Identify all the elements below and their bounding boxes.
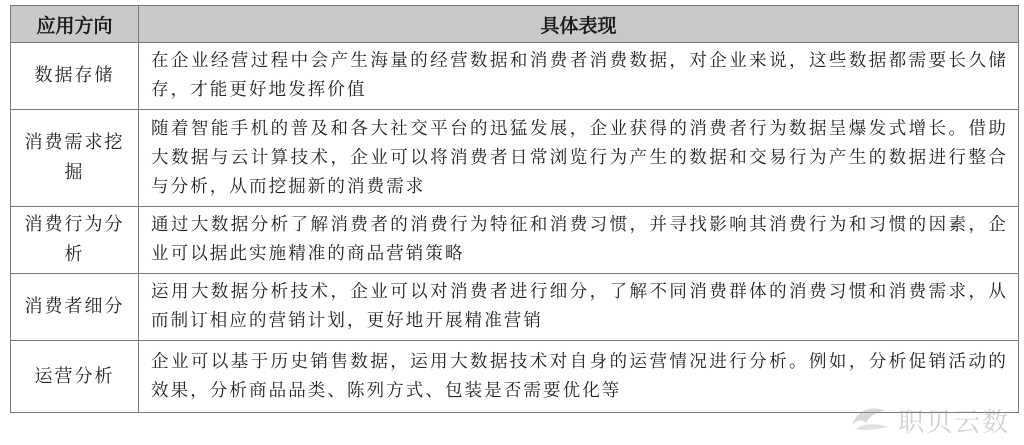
row-description: 运用大数据分析技术，企业可以对消费者进行细分，了解不同消费群体的消费习惯和消费需求，从而制订相应的营销计划，更好地开展精准营销 xyxy=(139,274,1019,341)
row-direction: 运营分析 xyxy=(11,341,139,413)
row-direction: 数据存储 xyxy=(11,43,139,110)
row-direction: 消费行为分析 xyxy=(11,207,139,274)
table-row xyxy=(11,207,1019,274)
table-row xyxy=(11,43,1019,110)
table-row xyxy=(11,274,1019,341)
row-direction: 消费者细分 xyxy=(11,274,139,341)
header-direction: 应用方向 xyxy=(11,6,139,43)
row-description: 企业可以基于历史销售数据，运用大数据技术对自身的运营情况进行分析。例如，分析促销活动的效果，分析商品品类、陈列方式、包装是否需要优化等 xyxy=(139,341,1019,413)
application-table xyxy=(10,5,1019,413)
row-description: 在企业经营过程中会产生海量的经营数据和消费者消费数据，对企业来说，这些数据都需要长久储存，才能更好地发挥价值 xyxy=(139,43,1019,110)
watermark-logo-icon xyxy=(848,401,892,439)
row-description: 通过大数据分析了解消费者的消费行为特征和消费习惯，并寻找影响其消费行为和习惯的因素，企业可以据此实施精准的商品营销策略 xyxy=(139,207,1019,274)
row-description: 随着智能手机的普及和各大社交平台的迅猛发展，企业获得的消费者行为数据呈爆发式增长。借助大数据与云计算技术，企业可以将消费者日常浏览行为产生的数据和交易行为产生的数据进行整合与分析，从而挖掘新的消费需求 xyxy=(139,110,1019,207)
header-description: 具体表现 xyxy=(139,6,1019,43)
row-direction: 消费需求挖掘 xyxy=(11,110,139,207)
table-header-row xyxy=(11,6,1019,43)
watermark-text: 职贝云数 xyxy=(897,407,1010,438)
watermark xyxy=(848,401,1010,439)
table-row xyxy=(11,110,1019,207)
